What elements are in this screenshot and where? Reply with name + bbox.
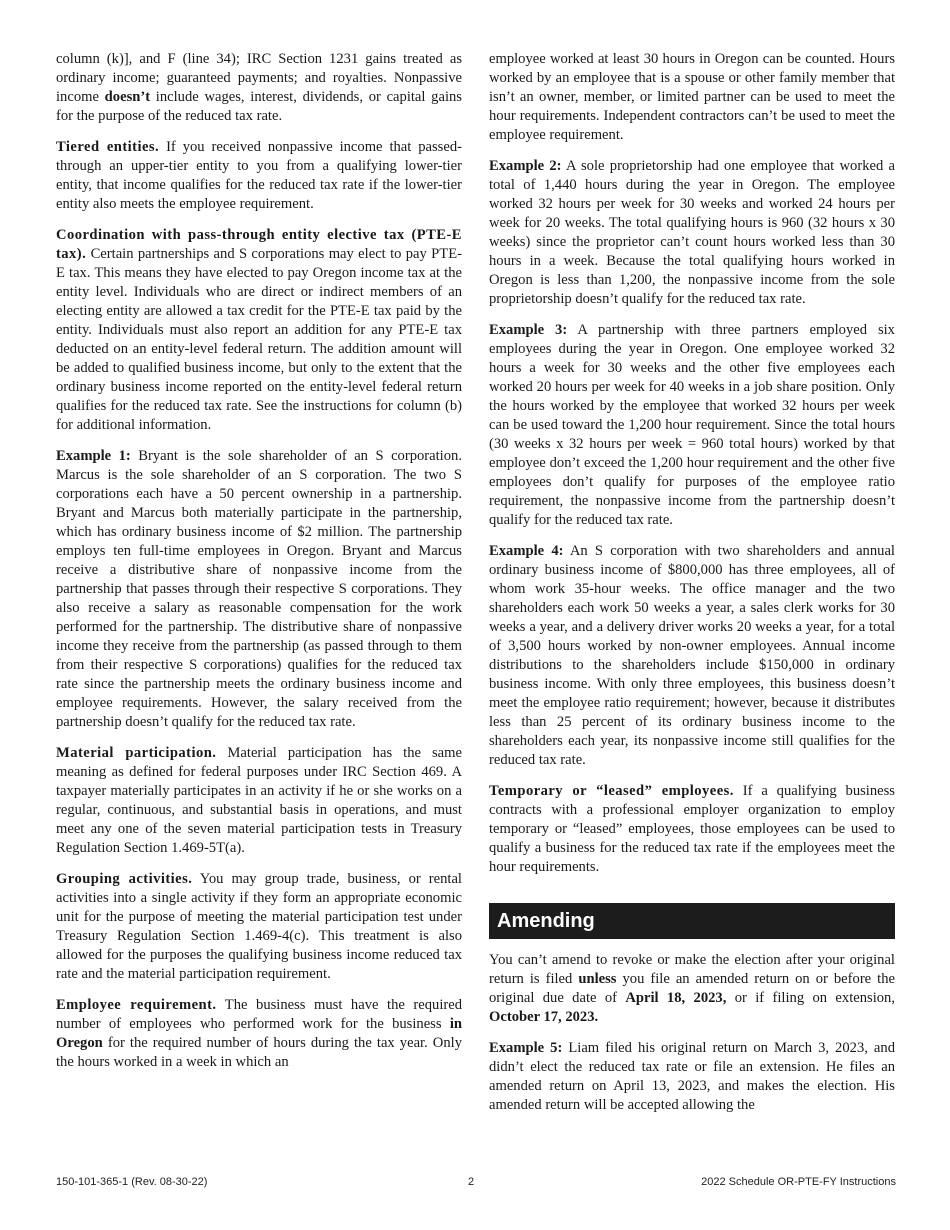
paragraph-example-5: Example 5: Liam filed his original return on March 3, 2023, and didn’t elect the reduced tax rate or file an extension. He files an amended return on April 13, 2023, and makes the election. His amended return will be accepted allowing the: [489, 1040, 895, 1113]
example-heading: Example 5:: [489, 1040, 563, 1056]
paragraph-example-1: Example 1: Bryant is the sole shareholder of an S corporation. Marcus is the sole shareholder of an S corporation. The two S corporations each have a 50 percent ownership in a partnership. Bryant and Marcus both materially participate in the partnership, which has ordinary business income of $2 million. The partnership employs ten full-time employees in Oregon. Bryant and Marcus receive a distributive share of nonpassive income from the partnership that passes through their respective S corporations. They also receive a salary as reasonable compensation for the work performed for the partnership. The distributive share of nonpassive income they receive from the partnership (as passed through to them from their respective S corporations) qualifies for the reduced tax rate since the partnership meets the ordinary business income and employee requirements. However, the salary received from the partnership doesn’t qualify for the reduced tax rate.: [56, 448, 462, 730]
example-heading: Example 4:: [489, 543, 564, 559]
section-heading: Material participation.: [56, 745, 217, 761]
section-banner-amending: Amending: [489, 903, 895, 939]
paragraph-employee-hours: employee worked at least 30 hours in Oregon can be counted. Hours worked by an employee that is a spouse or other family member that isn’t an owner, member, or limited partner can be used to meet the hour requirements. Independent contractors can’t be used to meet the employee requirement.: [489, 51, 895, 143]
section-heading: Grouping activities.: [56, 871, 193, 887]
paragraph-amending: You can’t amend to revoke or make the election after your original return is filed unless you file an amended return on or before the original due date of April 18, 2023, or if filing on extension, October 17, 2023.: [489, 952, 895, 1025]
document-title: 2022 Schedule OR-PTE-FY Instructions: [701, 1176, 896, 1188]
paragraph-example-4: Example 4: An S corporation with two shareholders and annual ordinary business income of $800,000 has three employees, all of whom work 35-hour weeks. The office manager and the two shareholders each work 50 weeks a year, a sales clerk works for 30 weeks a year, and a delivery driver works 20 weeks a year, for a total of 3,500 hours worked by non-owner employees. Annual income distributions to the shareholders include $150,000 in ordinary business income. With only three employees, this business doesn’t meet the employee ratio requirement; however, because it distributes less than 25 percent of its ordinary business income to the shareholders each year, its nonpassive income still qualifies for the reduced tax rate.: [489, 543, 895, 768]
paragraph-employee-requirement: Employee requirement. The business must have the required number of employees who performed work for the business in Oregon for the required number of hours during the tax year. Only the hours worked in a week in which an: [56, 997, 463, 1070]
paragraph-temporary-employees: Temporary or “leased” employees. If a qualifying business contracts with a professional employer organization to employ temporary or “leased” employees, those employees can be used to qualify a business for the reduced tax rate if the employees meet the hour requirements.: [489, 783, 895, 875]
section-heading: Tiered entities.: [56, 139, 160, 155]
example-heading: Example 3:: [489, 322, 568, 338]
paragraph-nonpassive-income: column (k)], and F (line 34); IRC Section 1231 gains treated as ordinary income; guaranteed payments; and royalties. Nonpassive income doesn’t include wages, interest, dividends, or capital gains for the purpose of the reduced tax rate.: [56, 51, 462, 124]
right-column: [489, 50, 895, 1127]
paragraph-grouping-activities: Grouping activities. You may group trade, business, or rental activities into a single activity if they form an appropriate economic unit for the purpose of meeting the material participation test under Treasury Regulation Section 1.469-4(c). This treatment is also allowed for the purposes the qualifying business income reduced tax rate and the material participation requirement.: [56, 871, 462, 982]
paragraph-pte-coordination: Coordination with pass-through entity elective tax (PTE-E tax). Certain partnerships and S corporations may elect to pay PTE-E tax. This means they have elected to pay Oregon income tax at the entity level. Individuals who are direct or indirect members of an electing entity are allowed a tax credit for the PTE-E tax paid by the entity. Individuals must also report an addition for any PTE-E tax deducted on an entity-level federal return. The addition amount will be added to qualified business income, but only to the extent that the ordinary business income reported on the entity-level federal return qualifies for the reduced tax rate. See the instructions for column (b) for additional information.: [56, 227, 462, 433]
section-heading: Coordination with pass-through entity elective tax (PTE-E tax).: [56, 227, 462, 262]
section-heading: Temporary or “leased” employees.: [489, 783, 734, 799]
example-heading: Example 1:: [56, 448, 131, 464]
paragraph-example-2: Example 2: A sole proprietorship had one employee that worked a total of 1,440 hours during the year in Oregon. The employee worked 32 hours per week for 30 weeks and worked 24 hours per week for 20 weeks. The total qualifying hours is 960 (32 hours x 30 weeks) since the proprietor can’t count hours worked less than 30 hours in a week. Because the total qualifying hours worked in Oregon is less than 1,200, the nonpassive income from the sole proprietorship doesn’t qualify for the reduced tax rate.: [489, 158, 895, 307]
paragraph-tiered-entities: Tiered entities. If you received nonpassive income that passed-through an upper-tier entity to you from a qualifying lower-tier entity, that income qualifies for the reduced tax rate if the lower-tier entity also meets the employee requirement.: [56, 139, 462, 212]
left-column: [56, 50, 462, 1084]
example-heading: Example 2:: [489, 158, 562, 174]
section-heading: Employee requirement.: [56, 997, 217, 1013]
form-number: 150-101-365-1 (Rev. 08-30-22): [56, 1176, 208, 1188]
paragraph-example-3: Example 3: A partnership with three partners employed six employees during the year in Oregon. One employee worked 32 hours a week for 30 weeks and the other five employees each worked 20 hours per week for 40 weeks in a job share position. Only the hours worked by the employee that worked 32 hours per week can be used toward the 1,200 hour requirement. Since the total hours (30 weeks x 32 hours per week = 960 total hours) worked by that employee don’t exceed the 1,200 hour requirement and the other five employees don’t qualify for purposes of the employee ratio requirement, the nonpassive income from the partnership doesn’t qualify for the reduced tax rate.: [489, 322, 895, 528]
paragraph-material-participation: Material participation. Material participation has the same meaning as defined for federal purposes under IRC Section 469. A taxpayer materially participates in an activity if he or she works on a regular, continuous, and substantial basis in operations, and must meet any one of the seven material participation tests in Treasury Regulation Section 1.469-5T(a).: [56, 745, 462, 856]
page-number: 2: [468, 1176, 475, 1188]
